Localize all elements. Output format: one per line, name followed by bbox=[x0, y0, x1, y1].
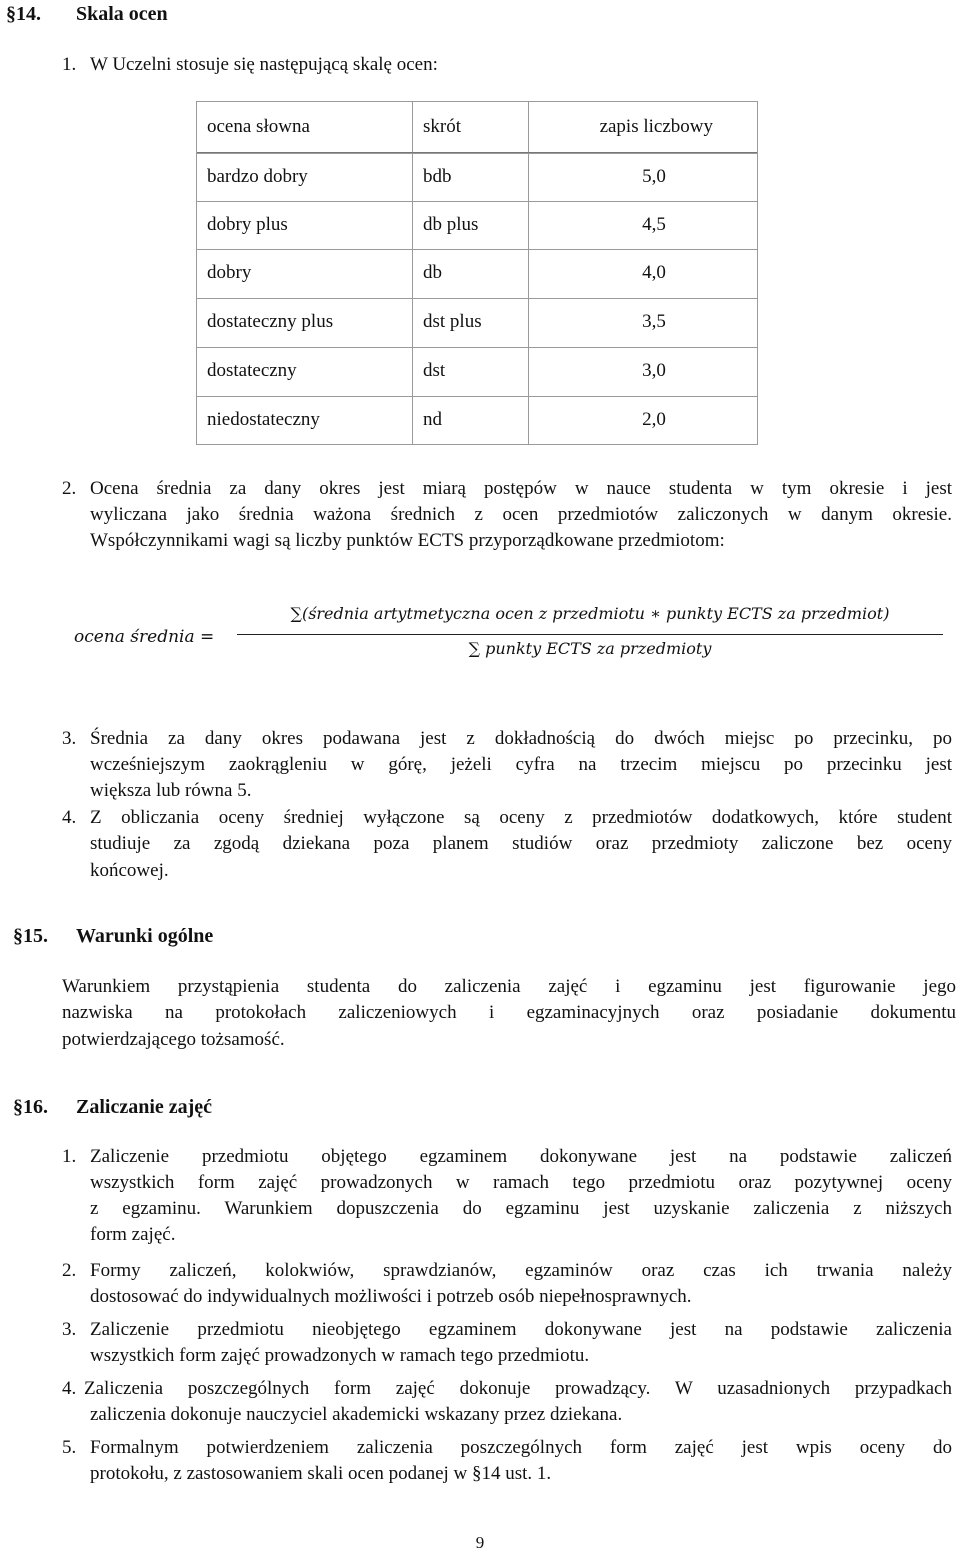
s16-item1-line: Zaliczenie przedmiotu objętego egzaminem dokonywane jest na podstawie zaliczeń bbox=[90, 1146, 952, 1167]
table-row bbox=[197, 249, 757, 297]
s16-item5-number: 5. bbox=[62, 1437, 77, 1458]
table-header-cell: zapis liczbowy bbox=[599, 115, 713, 137]
formula-lhs: ocena średnia = bbox=[74, 627, 215, 647]
s16-item2-number: 2. bbox=[62, 1260, 77, 1281]
s14-item1-number: 1. bbox=[62, 54, 77, 75]
s16-item3-line: Zaliczenie przedmiotu nieobjętego egzaminem dokonywane jest na podstawie zaliczenia bbox=[90, 1319, 952, 1340]
section-14-title: Skala ocen bbox=[76, 3, 168, 25]
formula-denominator: ∑ punkty ECTS za przedmioty bbox=[468, 639, 712, 658]
s14-item3-number: 3. bbox=[62, 728, 77, 749]
table-cell: bardzo dobry bbox=[207, 166, 308, 188]
table-cell: 4,5 bbox=[642, 214, 666, 236]
table-cell: db plus bbox=[423, 214, 479, 236]
table-row bbox=[197, 396, 757, 444]
s14-item4-line: Z obliczania oceny średniej wyłączone są oceny z przedmiotów dodatkowych, które student bbox=[90, 807, 952, 828]
s14-item4-number: 4. bbox=[62, 807, 77, 828]
table-cell: 2,0 bbox=[642, 409, 666, 431]
table-cell: nd bbox=[423, 409, 442, 431]
table-cell: dobry plus bbox=[207, 214, 288, 236]
s14-item3-line: wcześniejszym zaokrągleniu w górę, jeżeli cyfra na trzecim miejscu po przecinku jest bbox=[90, 754, 952, 775]
s16-item3-number: 3. bbox=[62, 1319, 77, 1340]
s15-line: Warunkiem przystąpienia studenta do zaliczenia zajęć i egzaminu jest figurowanie jego bbox=[62, 976, 956, 997]
table-cell: 3,5 bbox=[642, 311, 666, 333]
table-header-row bbox=[197, 102, 757, 153]
s16-item2-line: Formy zaliczeń, kolokwiów, sprawdzianów, egzaminów oraz czas ich trwania należy bbox=[90, 1260, 952, 1281]
s16-item1-line: z egzaminu. Warunkiem dopuszczenia do egzaminu jest uzyskanie zaliczenia z niższych bbox=[90, 1198, 952, 1219]
table-cell: dostateczny plus bbox=[207, 311, 334, 333]
formula-numerator: ∑(średnia artytmetyczna ocen z przedmiotu ∗ punkty ECTS za przedmiot) bbox=[290, 604, 890, 623]
table-cell: dst plus bbox=[423, 311, 482, 333]
s16-item4-number: 4. bbox=[62, 1378, 77, 1399]
s16-item1-line: wszystkich form zajęć prowadzonych w ramach tego przedmiotu oraz pozytywnej oceny bbox=[90, 1172, 952, 1193]
table-row bbox=[197, 298, 757, 346]
section-16-number: §16. bbox=[13, 1096, 48, 1118]
table-cell: niedostateczny bbox=[207, 409, 320, 431]
page-number: 9 bbox=[475, 1533, 485, 1552]
s15-line: potwierdzającego tożsamość. bbox=[62, 1029, 285, 1050]
table-cell: dst bbox=[423, 360, 446, 382]
s14-item2-line: wyliczana jako średnia ważona średnich z ocen przedmiotów zaliczonych w danym okresie. bbox=[90, 504, 952, 525]
table-cell: dostateczny bbox=[207, 360, 297, 382]
table-row bbox=[197, 201, 757, 249]
s14-item2-line: Współczynnikami wagi są liczby punktów ECTS przyporządkowane przedmiotom: bbox=[90, 530, 725, 551]
s14-item1-text: W Uczelni stosuje się następującą skalę ocen: bbox=[90, 54, 438, 75]
table-cell: 5,0 bbox=[642, 166, 666, 188]
s16-item1-number: 1. bbox=[62, 1146, 77, 1167]
s14-item4-line: końcowej. bbox=[90, 860, 169, 881]
s16-item4-line: Zaliczenia poszczególnych form zajęć dokonuje prowadzący. W uzasadnionych przypadkach bbox=[84, 1378, 952, 1399]
s15-line: nazwiska na protokołach zaliczeniowych i egzaminacyjnych oraz posiadanie dokumentu bbox=[62, 1002, 956, 1023]
table-row bbox=[197, 153, 757, 201]
s14-item3-line: Średnia za dany okres podawana jest z dokładnością do dwóch miejsc po przecinku, po bbox=[90, 728, 952, 749]
formula-fraction-bar bbox=[237, 634, 943, 635]
section-16-title: Zaliczanie zajęć bbox=[76, 1096, 213, 1118]
table-cell: dobry bbox=[207, 262, 252, 284]
s16-item2-line: dostosować do indywidualnych możliwości i potrzeb osób niepełnosprawnych. bbox=[90, 1286, 692, 1307]
table-header-cell: ocena słowna bbox=[207, 115, 310, 137]
s14-item2-line: Ocena średnia za dany okres jest miarą postępów w nauce studenta w tym okresie i jest bbox=[90, 478, 952, 499]
s14-item2-number: 2. bbox=[62, 478, 77, 499]
s16-item3-line: wszystkich form zajęć prowadzonych w ramach tego przedmiotu. bbox=[90, 1345, 590, 1366]
table-cell: bdb bbox=[423, 166, 452, 188]
table-cell: db bbox=[423, 262, 442, 284]
s16-item4-line: zaliczenia dokonuje nauczyciel akademicki wskazany przez dziekana. bbox=[90, 1404, 623, 1425]
section-15-title: Warunki ogólne bbox=[76, 925, 214, 947]
section-15-number: §15. bbox=[13, 925, 48, 947]
table-cell: 4,0 bbox=[642, 262, 666, 284]
s14-item3-line: większa lub równa 5. bbox=[90, 780, 252, 801]
table-header-cell: skrót bbox=[423, 115, 461, 137]
section-14-number: §14. bbox=[6, 3, 41, 25]
s16-item5-line: protokołu, z zastosowaniem skali ocen podanej w §14 ust. 1. bbox=[90, 1463, 552, 1484]
s14-item4-line: studiuje za zgodą dziekana poza planem studiów oraz przedmioty zaliczone bez oceny bbox=[90, 833, 952, 854]
table-cell: 3,0 bbox=[642, 360, 666, 382]
s16-item5-line: Formalnym potwierdzeniem zaliczenia poszczególnych form zajęć jest wpis oceny do bbox=[90, 1437, 952, 1458]
s16-item1-line: form zajęć. bbox=[90, 1224, 176, 1245]
table-row bbox=[197, 347, 757, 395]
grade-scale-table bbox=[196, 101, 758, 445]
